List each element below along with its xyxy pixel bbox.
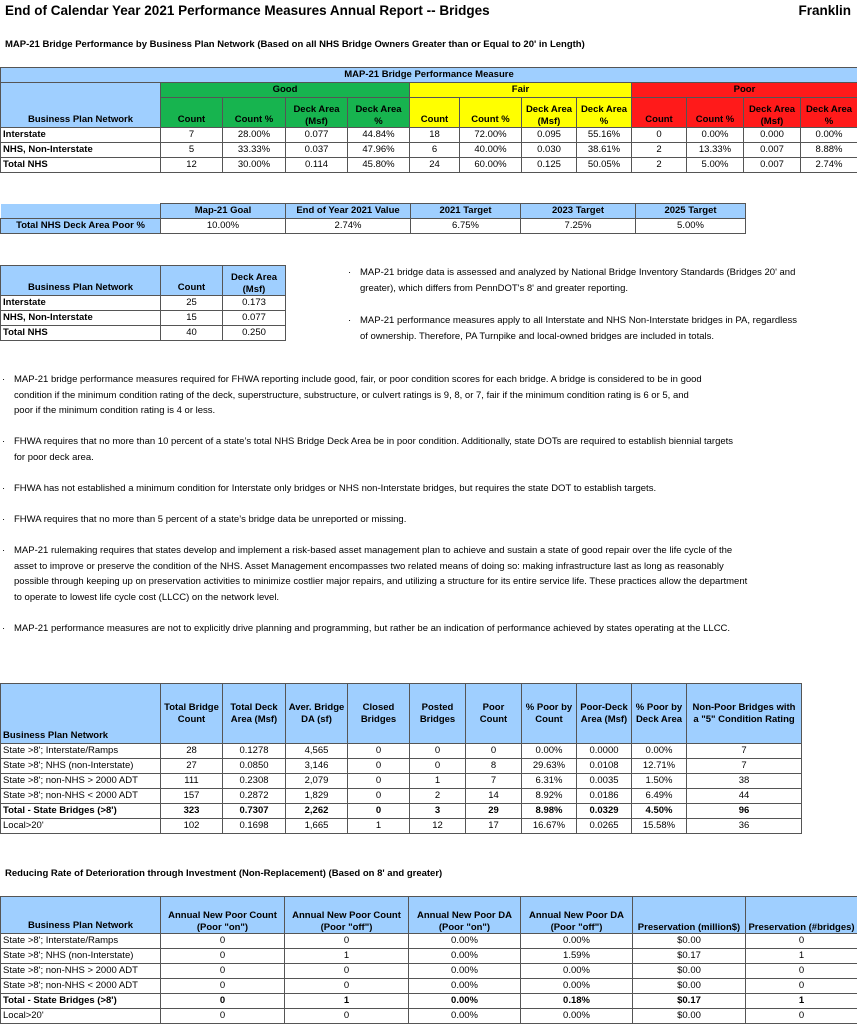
row-label: State >8'; NHS (non-Interstate) (1, 759, 161, 774)
bullet-note (2, 512, 802, 528)
cell: 1 (285, 994, 409, 1009)
map21-table-title: MAP-21 Bridge Performance Measure (1, 68, 857, 83)
cell: 0.1698 (223, 819, 286, 834)
cell: 7 (466, 774, 522, 789)
goals-row-label: Total NHS Deck Area Poor % (1, 219, 161, 234)
table-row (1, 744, 802, 759)
cell: 16.67% (522, 819, 577, 834)
bullet-dot: · (348, 267, 352, 278)
cell: 12.71% (632, 759, 687, 774)
cell: 0.00% (409, 1009, 521, 1024)
fair-deck-pct-header: Deck Area % (577, 98, 632, 128)
cell: 5 (161, 143, 223, 158)
col-header: Poor-Deck Area (Msf) (577, 684, 632, 744)
cell: 0.250 (223, 326, 286, 341)
bullet-text: FHWA requires that no more than 5 percent of a state’s bridge data be unreported or missing. (14, 514, 407, 525)
cell: 0.00% (522, 744, 577, 759)
cell: 0.00% (521, 934, 633, 949)
cell: 0.0035 (577, 774, 632, 789)
group-fair: Fair (410, 83, 632, 98)
bullet-dot: · (2, 483, 6, 494)
cell: 5.00% (636, 219, 746, 234)
cell: 45.80% (348, 158, 410, 173)
cell: 8 (466, 759, 522, 774)
cell: 15 (161, 311, 223, 326)
cell: 44.84% (348, 128, 410, 143)
cell: 3,146 (286, 759, 348, 774)
cell: 1 (746, 994, 857, 1009)
cell: 1.50% (632, 774, 687, 789)
cell: 0 (285, 964, 409, 979)
bullet-dot: · (2, 623, 6, 634)
cell: 1 (348, 819, 410, 834)
table-row (1, 1009, 857, 1024)
col-header: Closed Bridges (348, 684, 410, 744)
cell: 0.0329 (577, 804, 632, 819)
col-header: Annual New Poor Count (Poor "off") (285, 897, 409, 934)
bullet-text: FHWA requires that no more than 10 percent of a state’s total NHS Bridge Deck Area be in poor condition. Additionally, state DOTs are required to establish biennial targets for poor deck area. (14, 436, 734, 463)
poor-deck-pct-header: Deck Area % (801, 98, 857, 128)
cell: 0 (410, 759, 466, 774)
col-deck-area: Deck Area (Msf) (223, 266, 286, 296)
row-label: State >8'; non-NHS > 2000 ADT (1, 774, 161, 789)
row-label: Local>20' (1, 1009, 161, 1024)
col-network: Business Plan Network (1, 897, 161, 934)
cell: 0 (746, 964, 857, 979)
cell: 14 (466, 789, 522, 804)
cell: 50.05% (577, 158, 632, 173)
table-row (1, 789, 802, 804)
col-network: Business Plan Network (1, 684, 161, 744)
cell: 0 (161, 934, 285, 949)
bullet-text: MAP-21 performance measures are not to explicitly drive planning and programming, but rather be an indication of performance achieved by states operating at the LLCC. (14, 623, 731, 634)
cell: 0.000 (744, 128, 801, 143)
cell: 0 (746, 934, 857, 949)
cell: 3 (410, 804, 466, 819)
cell: 6.31% (522, 774, 577, 789)
row-label: State >8'; non-NHS < 2000 ADT (1, 789, 161, 804)
cell: 0.00% (409, 934, 521, 949)
row-label: NHS, Non-Interstate (1, 143, 161, 158)
row-label: State >8'; non-NHS < 2000 ADT (1, 979, 161, 994)
bullet-dot: · (2, 514, 6, 525)
fair-count-pct-header: Count % (460, 98, 522, 128)
cell: 0.00% (409, 949, 521, 964)
poor-deck-area-header: Deck Area (Msf) (744, 98, 801, 128)
side-note-text: MAP-21 performance measures apply to all Interstate and NHS Non-Interstate bridges in PA, regardless of ownership. Therefore, PA Turnpike and local-owned bridges are included in totals. (360, 315, 798, 342)
side-note (348, 313, 803, 344)
cell: 0 (161, 1009, 285, 1024)
table-row (1, 143, 857, 158)
cell: 0 (348, 744, 410, 759)
good-count-pct-header: Count % (223, 98, 286, 128)
bullet-note (2, 543, 752, 605)
cell: 157 (161, 789, 223, 804)
cell: 0.173 (223, 296, 286, 311)
row-label: State >8'; Interstate/Ramps (1, 934, 161, 949)
cell: 0.1278 (223, 744, 286, 759)
cell: 44 (687, 789, 802, 804)
cell: 38.61% (577, 143, 632, 158)
col-header: Annual New Poor Count (Poor "on") (161, 897, 285, 934)
cell: 2 (632, 143, 687, 158)
goals-header: 2021 Target (411, 204, 521, 219)
table-row (1, 979, 857, 994)
cell: 27 (161, 759, 223, 774)
cell: 4.50% (632, 804, 687, 819)
table-row (1, 158, 857, 173)
col-header: Total Bridge Count (161, 684, 223, 744)
cell: 0.125 (522, 158, 577, 173)
section1-title: MAP-21 Bridge Performance by Business Plan Network (Based on all NHS Bridge Owners Greater than or Equal to 20' in Length) (5, 39, 585, 50)
fair-count-header: Count (410, 98, 460, 128)
cell: 0.00% (409, 994, 521, 1009)
cell: 0 (348, 804, 410, 819)
col-header: Aver. Bridge DA (sf) (286, 684, 348, 744)
cell: 6.49% (632, 789, 687, 804)
good-count-header: Count (161, 98, 223, 128)
cell: 0 (348, 789, 410, 804)
table-row (1, 326, 286, 341)
cell: 55.16% (577, 128, 632, 143)
cell: 36 (687, 819, 802, 834)
table-row (1, 296, 286, 311)
cell: 0.007 (744, 143, 801, 158)
cell: $0.00 (633, 964, 746, 979)
cell: 4,565 (286, 744, 348, 759)
row-label: State >8'; NHS (non-Interstate) (1, 949, 161, 964)
bullet-dot: · (348, 315, 352, 326)
cell: 0.114 (286, 158, 348, 173)
cell: 0 (285, 1009, 409, 1024)
poor-count-header: Count (632, 98, 687, 128)
table-row (1, 774, 802, 789)
bullet-note (2, 621, 852, 637)
table-row (1, 964, 857, 979)
cell: 0 (348, 774, 410, 789)
cell: 2,079 (286, 774, 348, 789)
cell: 7 (687, 744, 802, 759)
cell: 0.2872 (223, 789, 286, 804)
cell: 8.92% (522, 789, 577, 804)
col-header: Non-Poor Bridges with a "5" Condition Rating (687, 684, 802, 744)
section3-title: Reducing Rate of Deterioration through Investment (Non-Replacement) (Based on 8' and greater) (5, 868, 443, 879)
cell: 0 (161, 979, 285, 994)
cell: 38 (687, 774, 802, 789)
cell: 0.2308 (223, 774, 286, 789)
county-name: Franklin (798, 3, 851, 18)
cell: $0.00 (633, 934, 746, 949)
cell: 1 (410, 774, 466, 789)
deterioration-table (0, 896, 857, 1024)
cell: 2.74% (286, 219, 411, 234)
cell: 0.0186 (577, 789, 632, 804)
cell: 29 (466, 804, 522, 819)
cell: 25 (161, 296, 223, 311)
cell: 60.00% (460, 158, 522, 173)
cell: 24 (410, 158, 460, 173)
cell: 40 (161, 326, 223, 341)
cell: 2,262 (286, 804, 348, 819)
cell: 0 (285, 934, 409, 949)
cell: 7 (687, 759, 802, 774)
goals-corner (1, 204, 161, 219)
cell: 0 (632, 128, 687, 143)
cell: $0.00 (633, 979, 746, 994)
col-header: % Poor by Deck Area (632, 684, 687, 744)
row-label: Total NHS (1, 158, 161, 173)
cell: 8.88% (801, 143, 857, 158)
cell: 111 (161, 774, 223, 789)
row-label: Interstate (1, 296, 161, 311)
cell: 0 (410, 744, 466, 759)
goals-header: 2025 Target (636, 204, 746, 219)
cell: 323 (161, 804, 223, 819)
bullet-dot: · (2, 436, 6, 447)
cell: $0.00 (633, 1009, 746, 1024)
cell: 12 (410, 819, 466, 834)
table-row (1, 219, 746, 234)
map21-performance-table (0, 67, 857, 173)
cell: 0.0850 (223, 759, 286, 774)
cell: 0.00% (632, 744, 687, 759)
cell: 0.030 (522, 143, 577, 158)
cell: 0.0265 (577, 819, 632, 834)
cell: $0.17 (633, 949, 746, 964)
cell: 18 (410, 128, 460, 143)
col-network: Business Plan Network (1, 266, 161, 296)
goals-header: Map-21 Goal (161, 204, 286, 219)
cell: 1 (746, 949, 857, 964)
cell: 0 (161, 964, 285, 979)
group-good: Good (161, 83, 410, 98)
cell: 0.007 (744, 158, 801, 173)
bullet-text: FHWA has not established a minimum condition for Interstate only bridges or NHS non-Interstate bridges, but requires the state DOT to establish targets. (14, 483, 657, 494)
cell: 0.7307 (223, 804, 286, 819)
cell: 47.96% (348, 143, 410, 158)
cell: $0.17 (633, 994, 746, 1009)
col-count: Count (161, 266, 223, 296)
cell: 8.98% (522, 804, 577, 819)
cell: 7.25% (521, 219, 636, 234)
cell: 28.00% (223, 128, 286, 143)
cell: 15.58% (632, 819, 687, 834)
bullet-dot: · (2, 374, 6, 385)
row-label: Total - State Bridges (>8') (1, 994, 161, 1009)
cell: 0.00% (409, 964, 521, 979)
row-label: Local>20' (1, 819, 161, 834)
cell: 1,665 (286, 819, 348, 834)
table-row (1, 759, 802, 774)
nhs-count-table (0, 265, 286, 341)
cell: 0.0000 (577, 744, 632, 759)
cell: 0 (161, 994, 285, 1009)
cell: 0.18% (521, 994, 633, 1009)
table-row (1, 994, 857, 1009)
col-header: Poor Count (466, 684, 522, 744)
good-deck-pct-header: Deck Area % (348, 98, 410, 128)
cell: 102 (161, 819, 223, 834)
cell: 0.095 (522, 128, 577, 143)
cell: 96 (687, 804, 802, 819)
cell: 6 (410, 143, 460, 158)
table-row (1, 934, 857, 949)
col-header: % Poor by Count (522, 684, 577, 744)
cell: 0.0108 (577, 759, 632, 774)
cell: 40.00% (460, 143, 522, 158)
cell: 13.33% (687, 143, 744, 158)
cell: 1 (285, 949, 409, 964)
cell: 30.00% (223, 158, 286, 173)
cell: 0 (466, 744, 522, 759)
cell: 17 (466, 819, 522, 834)
bullet-text: MAP-21 rulemaking requires that states develop and implement a risk-based asset management plan to achieve and sustain a state of good repair over the life cycle of the asset to improve or preserve the condition of the NHS. Asset Management encompasses two related means of doing so: making infrastructure last as long as reasonably possible through keeping up on preservation activities to minimize costlier major repairs, and utilizing a structure for its entire service life. These practices allow the department to operate to lowest life cycle cost (LLCC) on the network level. (14, 545, 748, 603)
col-header: Annual New Poor DA (Poor "off") (521, 897, 633, 934)
cell: 0 (746, 1009, 857, 1024)
col-header: Total Deck Area (Msf) (223, 684, 286, 744)
row-label: NHS, Non-Interstate (1, 311, 161, 326)
state-bridges-table (0, 683, 802, 834)
cell: 33.33% (223, 143, 286, 158)
col-header: Preservation (#bridges) (746, 897, 857, 934)
cell: 2 (410, 789, 466, 804)
row-label: State >8'; non-NHS > 2000 ADT (1, 964, 161, 979)
cell: 2.74% (801, 158, 857, 173)
bullet-note (2, 434, 737, 465)
cell: 28 (161, 744, 223, 759)
table-row (1, 949, 857, 964)
report-title: End of Calendar Year 2021 Performance Measures Annual Report -- Bridges (5, 3, 490, 18)
row-label: State >8'; Interstate/Ramps (1, 744, 161, 759)
cell: 10.00% (161, 219, 286, 234)
cell: 1,829 (286, 789, 348, 804)
bullet-dot: · (2, 545, 6, 556)
cell: 0.00% (521, 979, 633, 994)
bullet-text: MAP-21 bridge performance measures required for FHWA reporting include good, fair, or poor condition scores for each bridge. A bridge is considered to be in good condition if the minimum condition rating of the deck, superstructure, substructure, or culvert ratings is 9, 8, or 7, fair if the minimum condition rating is 6 or 5, and poor if the minimum condition rating is 4 or less. (14, 374, 702, 416)
table-row (1, 311, 286, 326)
table-row (1, 819, 802, 834)
side-note (348, 265, 803, 296)
cell: 0.00% (409, 979, 521, 994)
cell: 0.077 (286, 128, 348, 143)
row-label: Total NHS (1, 326, 161, 341)
cell: 0.00% (521, 964, 633, 979)
cell: 12 (161, 158, 223, 173)
side-note-text: MAP-21 bridge data is assessed and analyzed by National Bridge Inventory Standards (Bridges 20' and greater), which differs from PennDOT's 8' and greater reporting. (360, 267, 796, 294)
good-deck-area-header: Deck Area (Msf) (286, 98, 348, 128)
col-network: Business Plan Network (1, 83, 161, 128)
cell: 0 (285, 979, 409, 994)
goals-header: End of Year 2021 Value (286, 204, 411, 219)
cell: 6.75% (411, 219, 521, 234)
cell: 1.59% (521, 949, 633, 964)
deck-area-goals-table (0, 203, 746, 234)
bullet-note (2, 372, 702, 419)
table-row (1, 128, 857, 143)
table-row (1, 804, 802, 819)
cell: 0.077 (223, 311, 286, 326)
cell: 0.00% (687, 128, 744, 143)
cell: 72.00% (460, 128, 522, 143)
col-header: Preservation (million$) (633, 897, 746, 934)
cell: 0.00% (521, 1009, 633, 1024)
cell: 29.63% (522, 759, 577, 774)
cell: 0.037 (286, 143, 348, 158)
goals-header: 2023 Target (521, 204, 636, 219)
cell: 5.00% (687, 158, 744, 173)
cell: 2 (632, 158, 687, 173)
row-label: Total - State Bridges (>8') (1, 804, 161, 819)
poor-count-pct-header: Count % (687, 98, 744, 128)
cell: 7 (161, 128, 223, 143)
col-header: Posted Bridges (410, 684, 466, 744)
col-header: Annual New Poor DA (Poor "on") (409, 897, 521, 934)
cell: 0 (746, 979, 857, 994)
cell: 0.00% (801, 128, 857, 143)
bullet-note (2, 481, 802, 497)
row-label: Interstate (1, 128, 161, 143)
group-poor: Poor (632, 83, 857, 98)
cell: 0 (348, 759, 410, 774)
cell: 0 (161, 949, 285, 964)
fair-deck-area-header: Deck Area (Msf) (522, 98, 577, 128)
